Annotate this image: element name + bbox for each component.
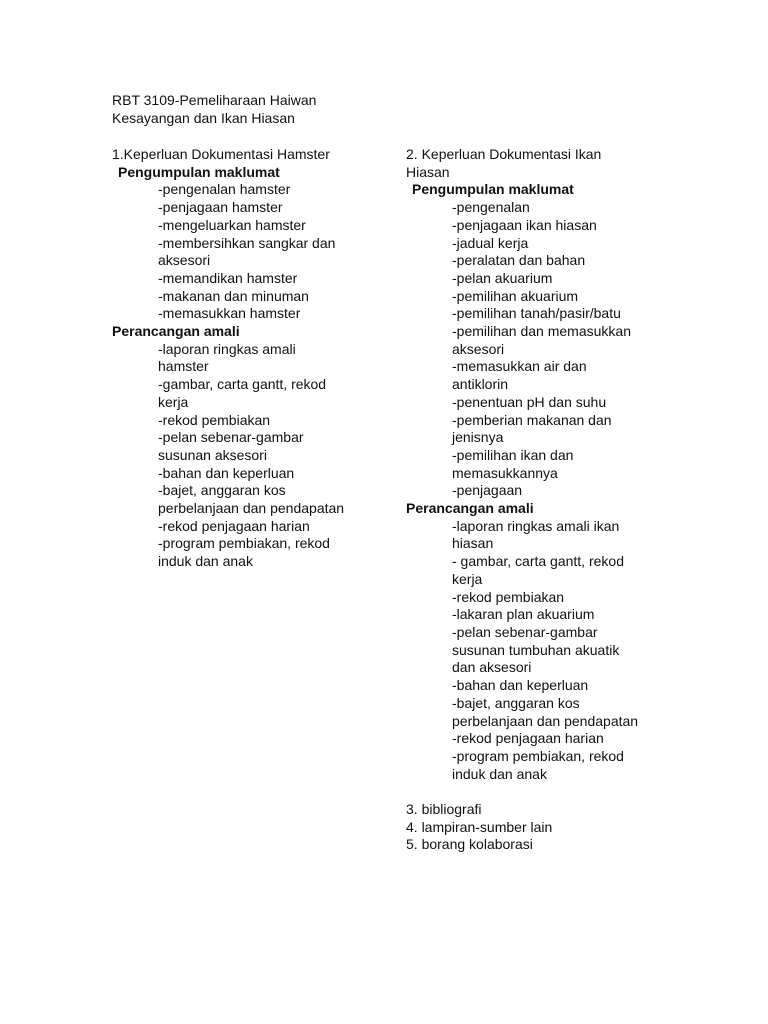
list-item: -penjagaan bbox=[452, 482, 523, 499]
list-item: -program pembiakan, rekod bbox=[452, 747, 624, 764]
spacer bbox=[406, 783, 706, 801]
subheading-pengumpulan: Pengumpulan maklumat bbox=[412, 181, 574, 198]
list-item: kerja bbox=[452, 570, 483, 587]
list-item: -penentuan pH dan suhu bbox=[452, 393, 607, 410]
list-item: hamster bbox=[158, 358, 209, 375]
title-line: Kesayangan dan Ikan Hiasan bbox=[112, 109, 295, 126]
subheading-perancangan: Perancangan amali bbox=[112, 323, 240, 340]
list-item: hiasan bbox=[452, 535, 494, 552]
list-item: -memasukkan hamster bbox=[158, 305, 301, 322]
list-item: susunan aksesori bbox=[158, 446, 267, 463]
list-item: -pelan sebenar-gambar bbox=[158, 429, 304, 446]
list-item: perbelanjaan dan pendapatan bbox=[158, 500, 345, 517]
list-item: -pemilihan dan memasukkan bbox=[452, 323, 631, 340]
list-item: memasukkannya bbox=[452, 464, 558, 481]
list-item: -bahan dan keperluan bbox=[158, 464, 295, 481]
list-item: -laporan ringkas amali ikan bbox=[452, 517, 620, 534]
list-item: perbelanjaan dan pendapatan bbox=[452, 712, 639, 729]
list-item: -lakaran plan akuarium bbox=[452, 606, 595, 623]
list-item: -rekod penjagaan harian bbox=[158, 517, 310, 534]
list-item: -jadual kerja bbox=[452, 234, 529, 251]
list-item: -pelan sebenar-gambar bbox=[452, 623, 598, 640]
list-item: susunan tumbuhan akuatik bbox=[452, 641, 620, 658]
subheading-pengumpulan: Pengumpulan maklumat bbox=[118, 163, 280, 180]
list-item: -mengeluarkan hamster bbox=[158, 216, 306, 233]
list-item: -bajet, anggaran kos bbox=[452, 694, 580, 711]
list-item: induk dan anak bbox=[158, 553, 253, 570]
list-item: -pemberian makanan dan bbox=[452, 411, 612, 428]
list-item: -membersihkan sangkar dan bbox=[158, 234, 336, 251]
list-item: -pengenalan hamster bbox=[158, 181, 291, 198]
list-item: -memasukkan air dan bbox=[452, 358, 587, 375]
list-item: -bahan dan keperluan bbox=[452, 677, 589, 694]
final-item-borang: 5. borang kolaborasi bbox=[406, 836, 533, 853]
list-item: - gambar, carta gantt, rekod bbox=[452, 553, 624, 570]
list-item: aksesori bbox=[158, 252, 211, 269]
left-column bbox=[112, 146, 392, 571]
list-item: induk dan anak bbox=[452, 765, 547, 782]
list-item: -program pembiakan, rekod bbox=[158, 535, 330, 552]
list-item: -pengenalan bbox=[452, 199, 530, 216]
list-item: -memandikan hamster bbox=[158, 269, 298, 286]
list-item: -laporan ringkas amali bbox=[158, 340, 296, 357]
section-heading-ikan: 2. Keperluan Dokumentasi Ikan bbox=[406, 146, 602, 162]
list-item: aksesori bbox=[452, 340, 505, 357]
list-item: -rekod pembiakan bbox=[452, 588, 565, 605]
list-item: -makanan dan minuman bbox=[158, 287, 309, 304]
list-item: -rekod penjagaan harian bbox=[452, 730, 604, 747]
list-item: jenisnya bbox=[452, 429, 504, 446]
list-item: -penjagaan hamster bbox=[158, 199, 283, 216]
right-column bbox=[406, 146, 706, 854]
document-title bbox=[112, 92, 316, 127]
subheading-perancangan: Perancangan amali bbox=[406, 500, 534, 517]
list-item: -gambar, carta gantt, rekod bbox=[158, 376, 327, 393]
list-item: kerja bbox=[158, 393, 189, 410]
list-item: -pemilihan ikan dan bbox=[452, 446, 574, 463]
list-item: -pelan akuarium bbox=[452, 269, 553, 286]
final-item-bibliografi: 3. bibliografi bbox=[406, 801, 482, 817]
list-item: -pemilihan akuarium bbox=[452, 287, 579, 304]
list-item: -pemilihan tanah/pasir/batu bbox=[452, 305, 621, 322]
list-item: -bajet, anggaran kos bbox=[158, 482, 286, 499]
title-line: RBT 3109-Pemeliharaan Haiwan bbox=[112, 92, 317, 108]
list-item: dan aksesori bbox=[452, 659, 532, 676]
list-item: -penjagaan ikan hiasan bbox=[452, 216, 597, 233]
list-item: -rekod pembiakan bbox=[158, 411, 271, 428]
list-item: -peralatan dan bahan bbox=[452, 252, 586, 269]
list-item: antiklorin bbox=[452, 376, 509, 393]
section-heading-ikan: Hiasan bbox=[406, 163, 450, 180]
final-item-lampiran: 4. lampiran-sumber lain bbox=[406, 818, 553, 835]
section-heading-hamster: 1.Keperluan Dokumentasi Hamster bbox=[112, 146, 330, 162]
